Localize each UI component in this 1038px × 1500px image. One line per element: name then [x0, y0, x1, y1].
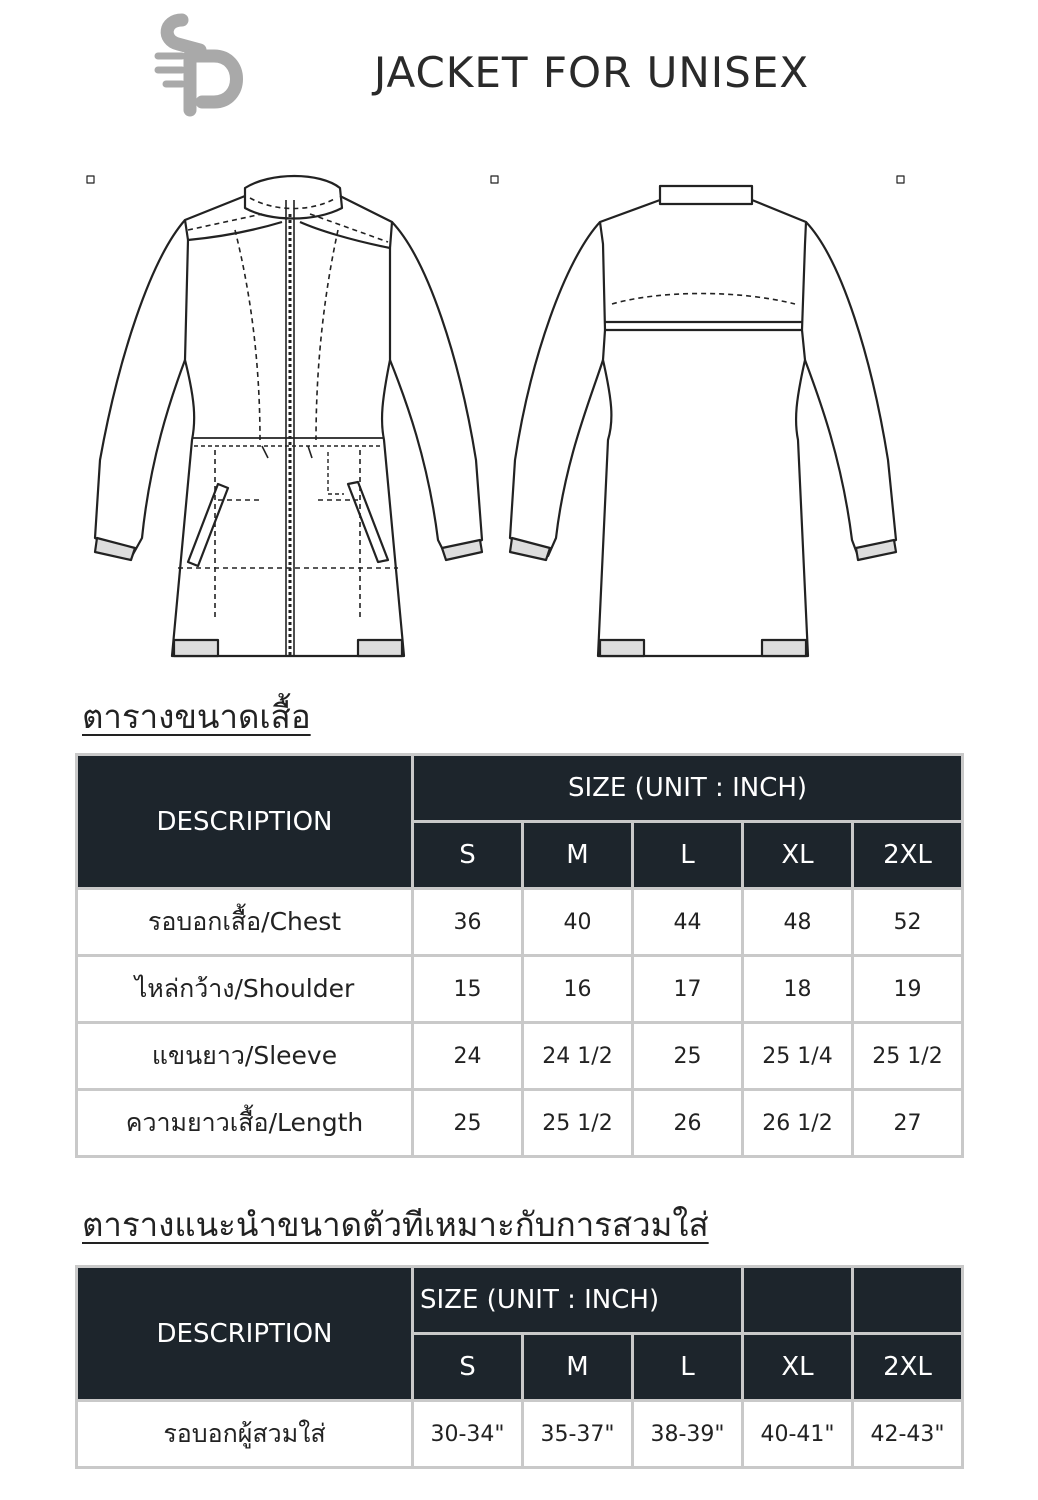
size-header-xl: XL: [743, 822, 853, 889]
table-cell: 26 1/2: [743, 1090, 853, 1157]
table-row: [77, 1023, 963, 1090]
table-cell: 18: [743, 956, 853, 1023]
table-cell: 48: [743, 889, 853, 956]
size-header-s: S: [413, 822, 523, 889]
row-label: ไหล่กว้าง/Shoulder: [77, 956, 413, 1023]
jacket-sketch: [0, 160, 1038, 680]
table-cell: 27: [853, 1090, 963, 1157]
table-row: [77, 889, 963, 956]
size-header-s: S: [413, 1334, 523, 1401]
table-cell: 40-41": [743, 1401, 853, 1468]
row-label: แขนยาว/Sleeve: [77, 1023, 413, 1090]
table-cell: 19: [853, 956, 963, 1023]
table-cell: 25: [633, 1023, 743, 1090]
page-title: JACKET FOR UNISEX: [373, 48, 810, 97]
table-cell: 17: [633, 956, 743, 1023]
table-cell: 24 1/2: [523, 1023, 633, 1090]
description-header: DESCRIPTION: [77, 1267, 413, 1401]
row-label: ความยาวเสื้อ/Length: [77, 1090, 413, 1157]
table-row: [77, 1401, 963, 1468]
jacket-front-sketch: [95, 176, 482, 656]
size-unit-header: SIZE (UNIT : INCH): [413, 1267, 743, 1334]
size-chart-heading: ตารางขนาดเสื้อ: [82, 697, 311, 736]
jacket-back-sketch: [510, 186, 896, 656]
empty-header-cell: [743, 1267, 853, 1334]
table-cell: 24: [413, 1023, 523, 1090]
size-chart-table: [75, 753, 964, 1158]
table-cell: 35-37": [523, 1401, 633, 1468]
empty-header-cell: [853, 1267, 963, 1334]
table-cell: 15: [413, 956, 523, 1023]
table-cell: 36: [413, 889, 523, 956]
table-cell: 40: [523, 889, 633, 956]
size-unit-header: SIZE (UNIT : INCH): [413, 755, 963, 822]
row-label: รอบอกเสื้อ/Chest: [77, 889, 413, 956]
table-cell: 52: [853, 889, 963, 956]
table-row: [77, 956, 963, 1023]
size-header-l: L: [633, 822, 743, 889]
fit-chart-table: [75, 1265, 964, 1469]
fit-chart-heading: ตารางแนะนำขนาดตัวทีเหมาะกับการสวมใส่: [82, 1205, 709, 1244]
size-header-m: M: [523, 1334, 633, 1401]
table-cell: 25: [413, 1090, 523, 1157]
table-row: [77, 1090, 963, 1157]
table-cell: 42-43": [853, 1401, 963, 1468]
size-header-m: M: [523, 822, 633, 889]
size-header-2xl: 2XL: [853, 822, 963, 889]
table-cell: 25 1/4: [743, 1023, 853, 1090]
table-cell: 25 1/2: [853, 1023, 963, 1090]
table-cell: 30-34": [413, 1401, 523, 1468]
size-header-2xl: 2XL: [853, 1334, 963, 1401]
table-cell: 38-39": [633, 1401, 743, 1468]
description-header: DESCRIPTION: [77, 755, 413, 889]
size-header-l: L: [633, 1334, 743, 1401]
row-label: รอบอกผู้สวมใส่: [77, 1401, 413, 1468]
table-cell: 16: [523, 956, 633, 1023]
table-cell: 26: [633, 1090, 743, 1157]
table-cell: 44: [633, 889, 743, 956]
size-header-xl: XL: [743, 1334, 853, 1401]
table-cell: 25 1/2: [523, 1090, 633, 1157]
